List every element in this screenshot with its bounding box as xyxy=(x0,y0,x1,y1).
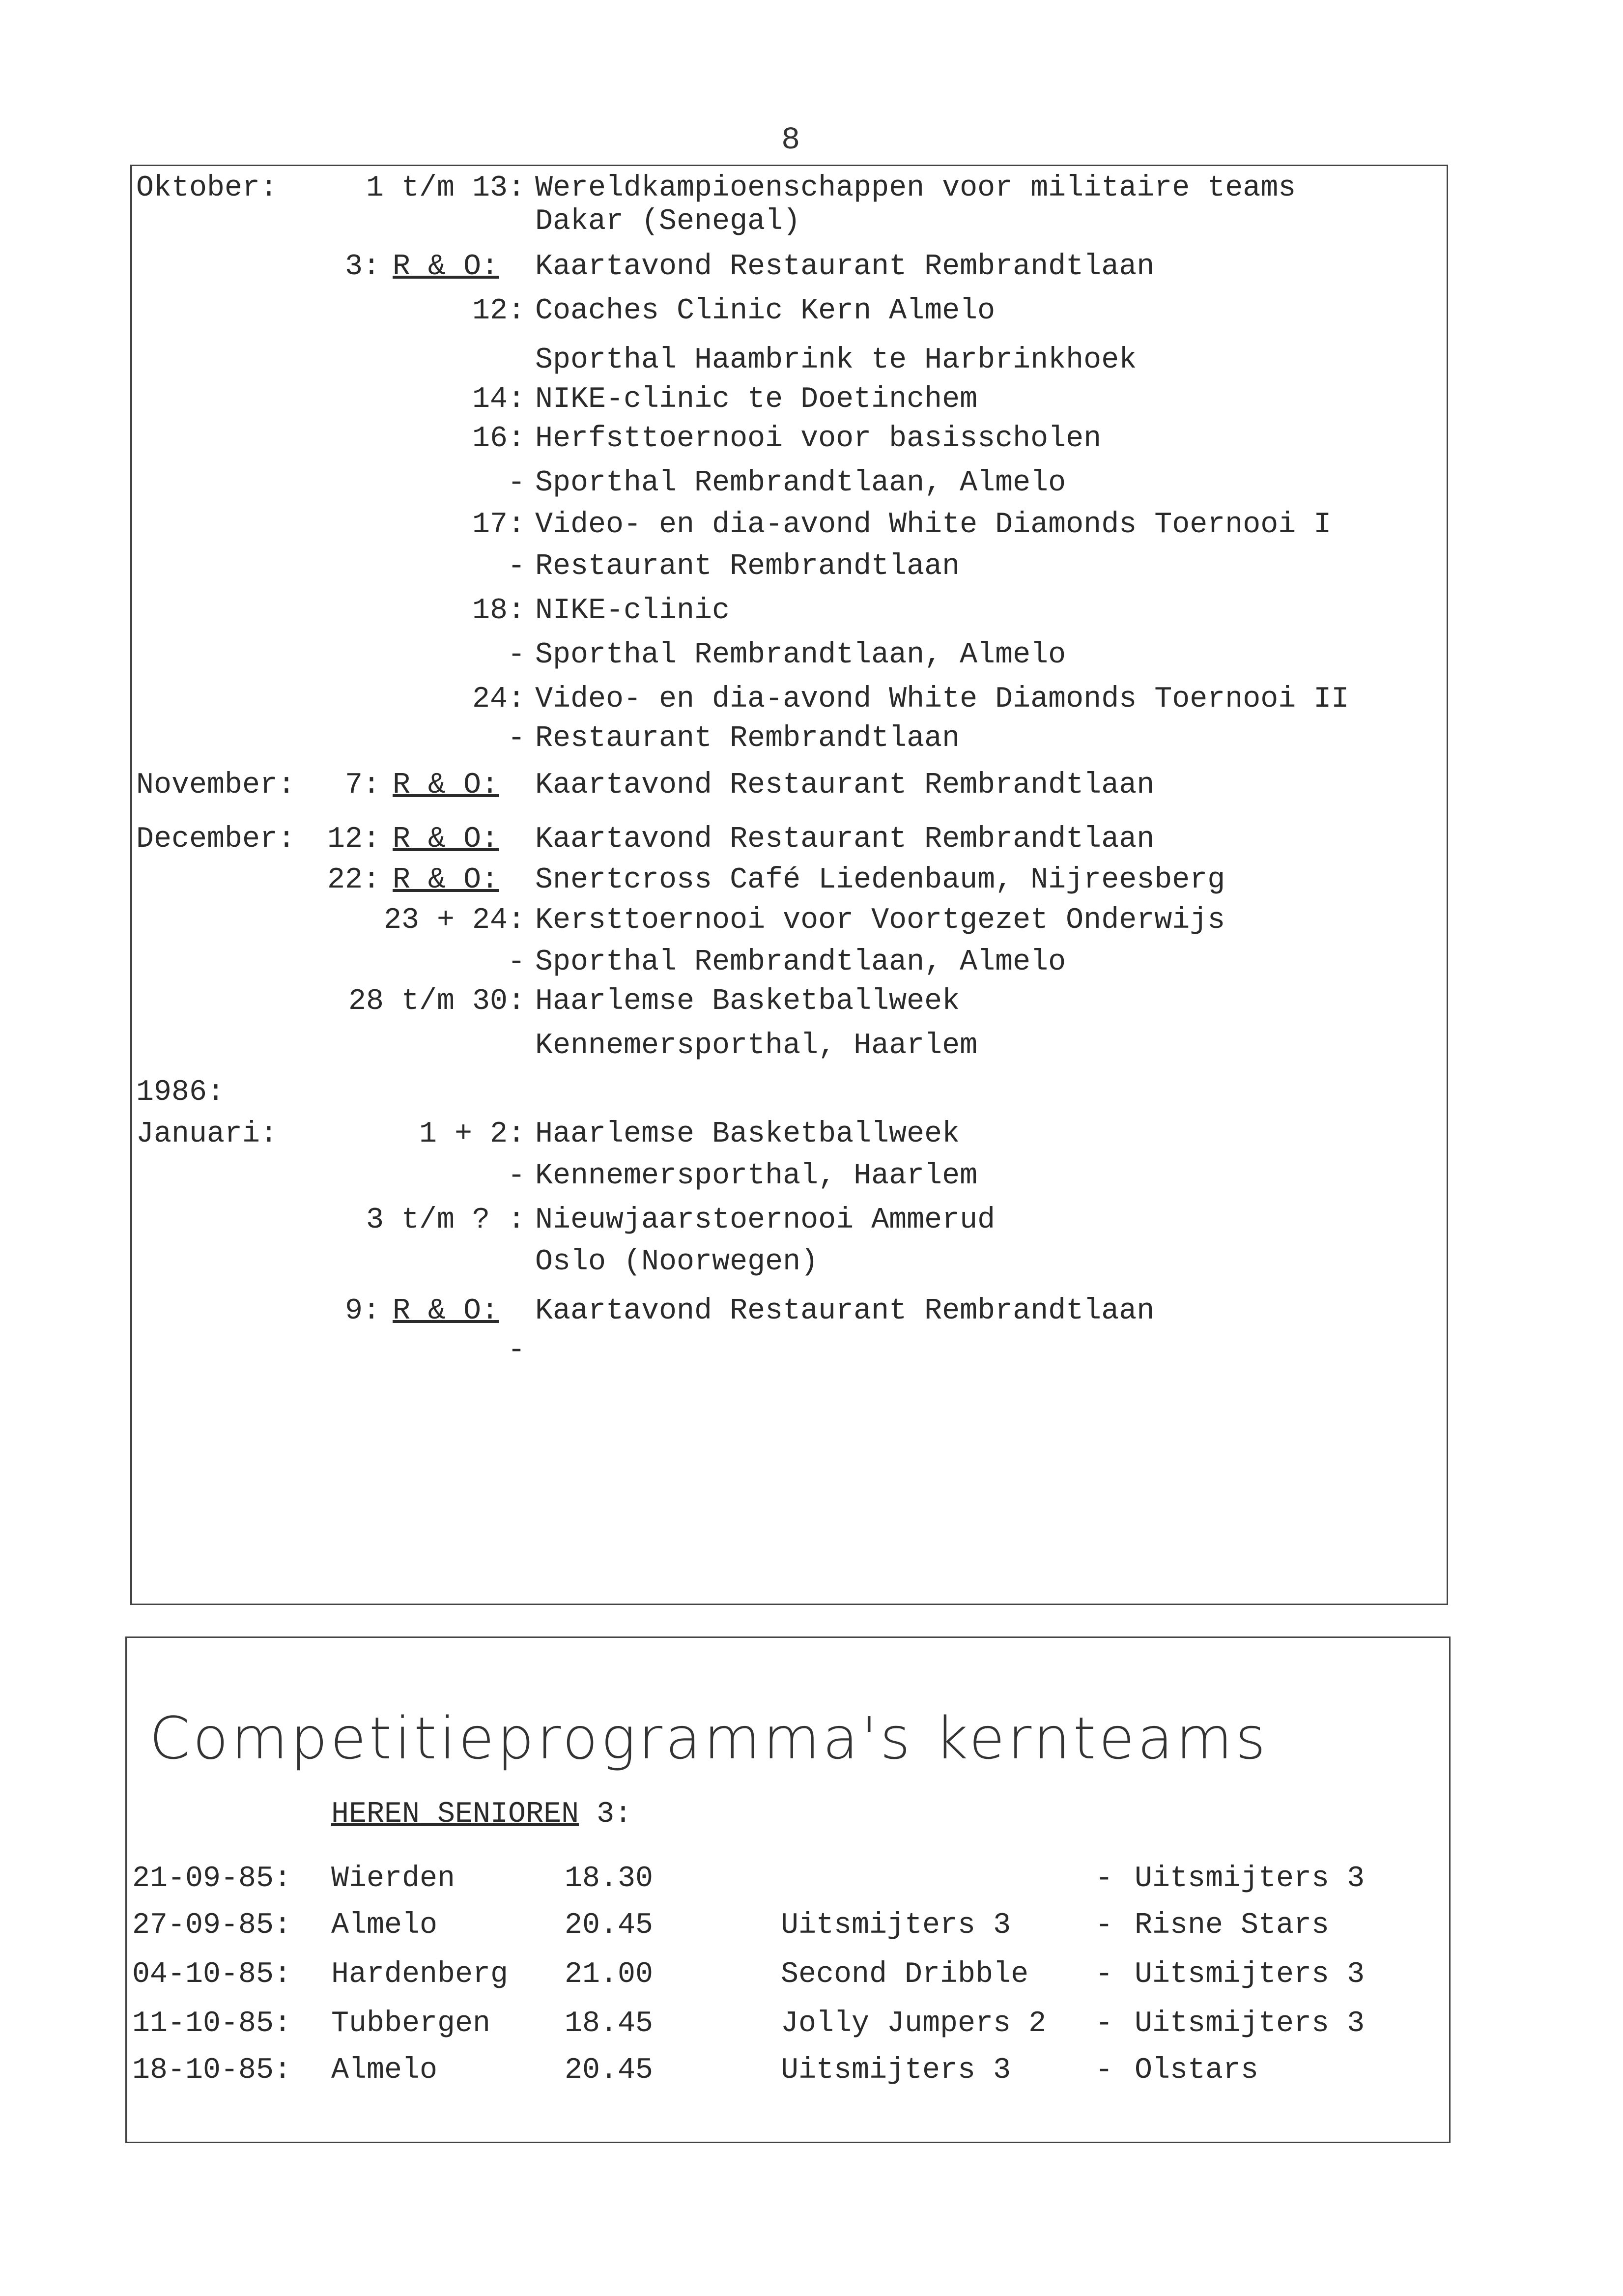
calendar-event: Sporthal Rembrandtlaan, Almelo xyxy=(535,466,1066,500)
calendar-date: - xyxy=(507,722,525,755)
calendar-date: - xyxy=(507,1334,525,1367)
calendar-row xyxy=(132,1328,1447,1373)
match-time: 20.45 xyxy=(565,1909,654,1942)
calendar-month: December: xyxy=(136,823,296,856)
match-place: Wierden xyxy=(331,1862,456,1895)
event-calendar xyxy=(130,165,1448,1605)
calendar-ro-tag: R & O: xyxy=(393,823,499,856)
match-away-team: Uitsmijters 3 xyxy=(1135,1958,1365,1991)
match-time: 18.45 xyxy=(565,2007,654,2040)
calendar-row xyxy=(132,200,1447,244)
match-home-team: Jolly Jumpers 2 xyxy=(781,2007,1047,2040)
calendar-event: Dakar (Senegal) xyxy=(535,205,801,238)
calendar-row xyxy=(132,245,1447,289)
calendar-row xyxy=(132,1070,1447,1115)
calendar-row xyxy=(132,677,1447,721)
match-separator: - xyxy=(1095,1862,1113,1895)
page-number: 8 xyxy=(781,123,800,158)
calendar-event: Kennemersporthal, Haarlem xyxy=(535,1159,978,1193)
match-separator: - xyxy=(1095,1958,1113,1991)
match-away-team: Olstars xyxy=(1135,2054,1259,2087)
calendar-event: NIKE-clinic xyxy=(535,594,730,628)
calendar-date: 17: xyxy=(472,508,525,542)
calendar-month: Januari: xyxy=(136,1118,278,1151)
calendar-event: Restaurant Rembrandtlaan xyxy=(535,550,960,583)
match-time: 21.00 xyxy=(565,1958,654,1991)
calendar-date: 9: xyxy=(344,1294,380,1328)
calendar-event: Haarlemse Basketballweek xyxy=(535,985,960,1018)
calendar-date: - xyxy=(507,1159,525,1193)
competition-title: Competitieprogramma's kernteams xyxy=(149,1704,1269,1772)
calendar-row xyxy=(132,763,1447,807)
match-date: 27-09-85: xyxy=(132,1909,292,1942)
calendar-date: - xyxy=(507,466,525,500)
calendar-date: 1 + 2: xyxy=(419,1118,525,1151)
calendar-row xyxy=(132,1154,1447,1198)
match-place: Almelo xyxy=(331,2054,438,2087)
match-date: 18-10-85: xyxy=(132,2054,292,2087)
calendar-date: 14: xyxy=(472,383,525,416)
calendar-row xyxy=(132,940,1447,984)
calendar-date: 28 t/m 30: xyxy=(348,985,525,1018)
calendar-date: 3 t/m ? : xyxy=(366,1204,525,1237)
calendar-row xyxy=(132,338,1447,382)
calendar-row xyxy=(132,545,1447,589)
calendar-row xyxy=(132,858,1447,902)
match-separator: - xyxy=(1095,1909,1113,1942)
calendar-event: Nieuwjaarstoernooi Ammerud xyxy=(535,1204,996,1237)
calendar-row xyxy=(132,633,1447,677)
calendar-month: 1986: xyxy=(136,1076,225,1109)
calendar-ro-tag: R & O: xyxy=(393,1294,499,1328)
section-suffix: 3: xyxy=(597,1798,632,1831)
calendar-row xyxy=(132,289,1447,333)
match-home-team: Second Dribble xyxy=(781,1958,1029,1991)
calendar-row xyxy=(132,417,1447,461)
calendar-event: Kersttoernooi voor Voortgezet Onderwijs xyxy=(535,904,1225,937)
calendar-row xyxy=(132,898,1447,943)
match-row xyxy=(127,1999,1449,2048)
calendar-event: Video- en dia-avond White Diamonds Toernooi II xyxy=(535,683,1349,716)
calendar-ro-tag: R & O: xyxy=(393,250,499,284)
calendar-row xyxy=(132,717,1447,761)
match-row xyxy=(127,1854,1449,1903)
calendar-event: Video- en dia-avond White Diamonds Toernooi I xyxy=(535,508,1332,542)
match-home-team: Uitsmijters 3 xyxy=(781,1909,1011,1942)
calendar-date: 23 + 24: xyxy=(383,904,525,937)
calendar-event: Kaartavond Restaurant Rembrandtlaan xyxy=(535,1294,1155,1328)
match-time: 18.30 xyxy=(565,1862,654,1895)
match-away-team: Uitsmijters 3 xyxy=(1135,1862,1365,1895)
match-home-team: Uitsmijters 3 xyxy=(781,2054,1011,2087)
calendar-date: 18: xyxy=(472,594,525,628)
calendar-date: 12: xyxy=(472,294,525,328)
calendar-row xyxy=(132,1240,1447,1284)
match-time: 20.45 xyxy=(565,2054,654,2087)
section-heading xyxy=(331,1798,632,1831)
calendar-event: Haarlemse Basketballweek xyxy=(535,1118,960,1151)
calendar-row xyxy=(132,1112,1447,1156)
calendar-row xyxy=(132,377,1447,422)
calendar-event: Coaches Clinic Kern Almelo xyxy=(535,294,996,328)
match-place: Tubbergen xyxy=(331,2007,491,2040)
calendar-event: Kaartavond Restaurant Rembrandtlaan xyxy=(535,250,1155,284)
calendar-event: Kaartavond Restaurant Rembrandtlaan xyxy=(535,769,1155,802)
calendar-event: Herfsttoernooi voor basisscholen xyxy=(535,422,1102,456)
calendar-event: Snertcross Café Liedenbaum, Nijreesberg xyxy=(535,863,1225,897)
match-place: Almelo xyxy=(331,1909,438,1942)
calendar-event: Sporthal Haambrink te Harbrinkhoek xyxy=(535,344,1137,377)
calendar-event: NIKE-clinic te Doetinchem xyxy=(535,383,978,416)
calendar-month: Oktober: xyxy=(136,172,278,205)
match-separator: - xyxy=(1095,2054,1113,2087)
calendar-event: Kennemersporthal, Haarlem xyxy=(535,1029,978,1062)
match-away-team: Uitsmijters 3 xyxy=(1135,2007,1365,2040)
calendar-event: Restaurant Rembrandtlaan xyxy=(535,722,960,755)
calendar-date: 7: xyxy=(344,769,380,802)
calendar-date: 3: xyxy=(344,250,380,284)
calendar-row xyxy=(132,1198,1447,1242)
calendar-month: November: xyxy=(136,769,296,802)
calendar-row xyxy=(132,1289,1447,1333)
calendar-ro-tag: R & O: xyxy=(393,863,499,897)
calendar-date: 1 t/m 13: xyxy=(366,172,525,205)
calendar-date: 22: xyxy=(327,863,380,897)
match-row xyxy=(127,1950,1449,1999)
calendar-event: Kaartavond Restaurant Rembrandtlaan xyxy=(535,823,1155,856)
calendar-date: 12: xyxy=(327,823,380,856)
match-row xyxy=(127,2046,1449,2095)
section-label: HEREN SENIOREN xyxy=(331,1798,579,1831)
calendar-date: - xyxy=(507,638,525,672)
calendar-row xyxy=(132,979,1447,1024)
competition-program xyxy=(125,1636,1451,2143)
calendar-date: - xyxy=(507,946,525,979)
calendar-date: 16: xyxy=(472,422,525,456)
match-separator: - xyxy=(1095,2007,1113,2040)
match-row xyxy=(127,1901,1449,1950)
calendar-row xyxy=(132,461,1447,505)
match-away-team: Risne Stars xyxy=(1135,1909,1330,1942)
calendar-row xyxy=(132,503,1447,547)
calendar-row xyxy=(132,589,1447,633)
calendar-date: - xyxy=(507,550,525,583)
calendar-event: Oslo (Noorwegen) xyxy=(535,1245,819,1279)
match-date: 11-10-85: xyxy=(132,2007,292,2040)
calendar-event: Wereldkampioenschappen voor militaire teams xyxy=(535,172,1296,205)
calendar-row xyxy=(132,1024,1447,1068)
calendar-event: Sporthal Rembrandtlaan, Almelo xyxy=(535,946,1066,979)
match-date: 21-09-85: xyxy=(132,1862,292,1895)
calendar-date: 24: xyxy=(472,683,525,716)
calendar-row xyxy=(132,817,1447,861)
match-place: Hardenberg xyxy=(331,1958,509,1991)
calendar-event: Sporthal Rembrandtlaan, Almelo xyxy=(535,638,1066,672)
calendar-ro-tag: R & O: xyxy=(393,769,499,802)
match-date: 04-10-85: xyxy=(132,1958,292,1991)
